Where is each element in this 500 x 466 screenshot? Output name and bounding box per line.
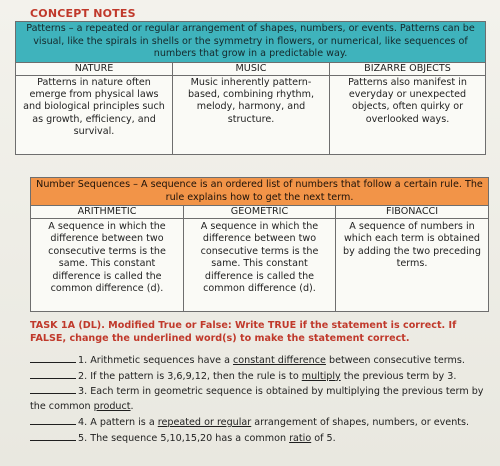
- task-instructions: TASK 1A (DL). Modified True or False: Write TRUE if the statement is correct. If FALSE, change the underlined word(s) to make the statement correct.: [30, 320, 457, 344]
- fibonacci-header: FIBONACCI: [336, 206, 489, 219]
- nature-header: NATURE: [16, 62, 173, 75]
- task-item-4: 4. A pattern is a repeated or regular arrangement of shapes, numbers, or events.: [30, 415, 488, 431]
- task-items: [30, 353, 488, 446]
- patterns-table: [15, 21, 486, 155]
- geometric-text: A sequence in which the difference between two consecutive terms is the same. This constant difference is called the common difference (d).: [184, 219, 336, 312]
- bizarre-objects-text: Patterns also manifest in everyday or unexpected objects, often quirky or overlooked ways.: [330, 75, 486, 154]
- answer-blank-3[interactable]: [30, 384, 76, 394]
- number-sequences-table: [30, 177, 489, 312]
- answer-blank-4[interactable]: [30, 415, 76, 425]
- music-header: MUSIC: [173, 62, 330, 75]
- answer-blank-2[interactable]: [30, 369, 76, 379]
- answer-blank-1[interactable]: [30, 353, 76, 363]
- nature-text: Patterns in nature often emerge from physical laws and biological principles such as growth, efficiency, and survival.: [16, 75, 173, 154]
- answer-blank-5[interactable]: [30, 431, 76, 441]
- fibonacci-text: A sequence of numbers in which each term is obtained by adding the two preceding terms.: [336, 219, 489, 312]
- music-text: Music inherently pattern-based, combining rhythm, melody, harmony, and structure.: [173, 75, 330, 154]
- underlined-term-4: repeated or regular: [157, 416, 252, 428]
- underlined-term-5: ratio: [289, 432, 312, 444]
- task-item-2: 2. If the pattern is 3,6,9,12, then the rule is to multiply the previous term by 3.: [30, 369, 488, 385]
- arithmetic-text: A sequence in which the difference between two consecutive terms is the same. This constant difference is called the common difference (d).: [31, 219, 184, 312]
- task-item-3-continued: the common product.: [30, 401, 134, 413]
- task-item-1: 1. Arithmetic sequences have a constant difference between consecutive terms.: [30, 353, 488, 369]
- underlined-term-3: product: [93, 401, 131, 413]
- task-item-5: 5. The sequence 5,10,15,20 has a common ratio of 5.: [30, 431, 488, 447]
- task-item-3: 3. Each term in geometric sequence is obtained by multiplying the previous term by: [30, 384, 488, 400]
- geometric-header: GEOMETRIC: [184, 206, 336, 219]
- arithmetic-header: ARITHMETIC: [31, 206, 184, 219]
- patterns-definition: Patterns – a repeated or regular arrangement of shapes, numbers, or events. Patterns can be visual, like the spirals in shells or the symmetry in flowers, or numerical, like sequences of numbers that grow in a predictable way.: [16, 22, 486, 63]
- underlined-term-1: constant difference: [233, 355, 326, 366]
- concept-notes-title: CONCEPT NOTES: [30, 7, 136, 20]
- underlined-term-2: multiply: [301, 370, 341, 382]
- number-sequences-definition: Number Sequences – A sequence is an ordered list of numbers that follow a certain rule. The rule explains how to get the next term.: [31, 178, 489, 206]
- bizarre-objects-header: BIZARRE OBJECTS: [330, 62, 486, 75]
